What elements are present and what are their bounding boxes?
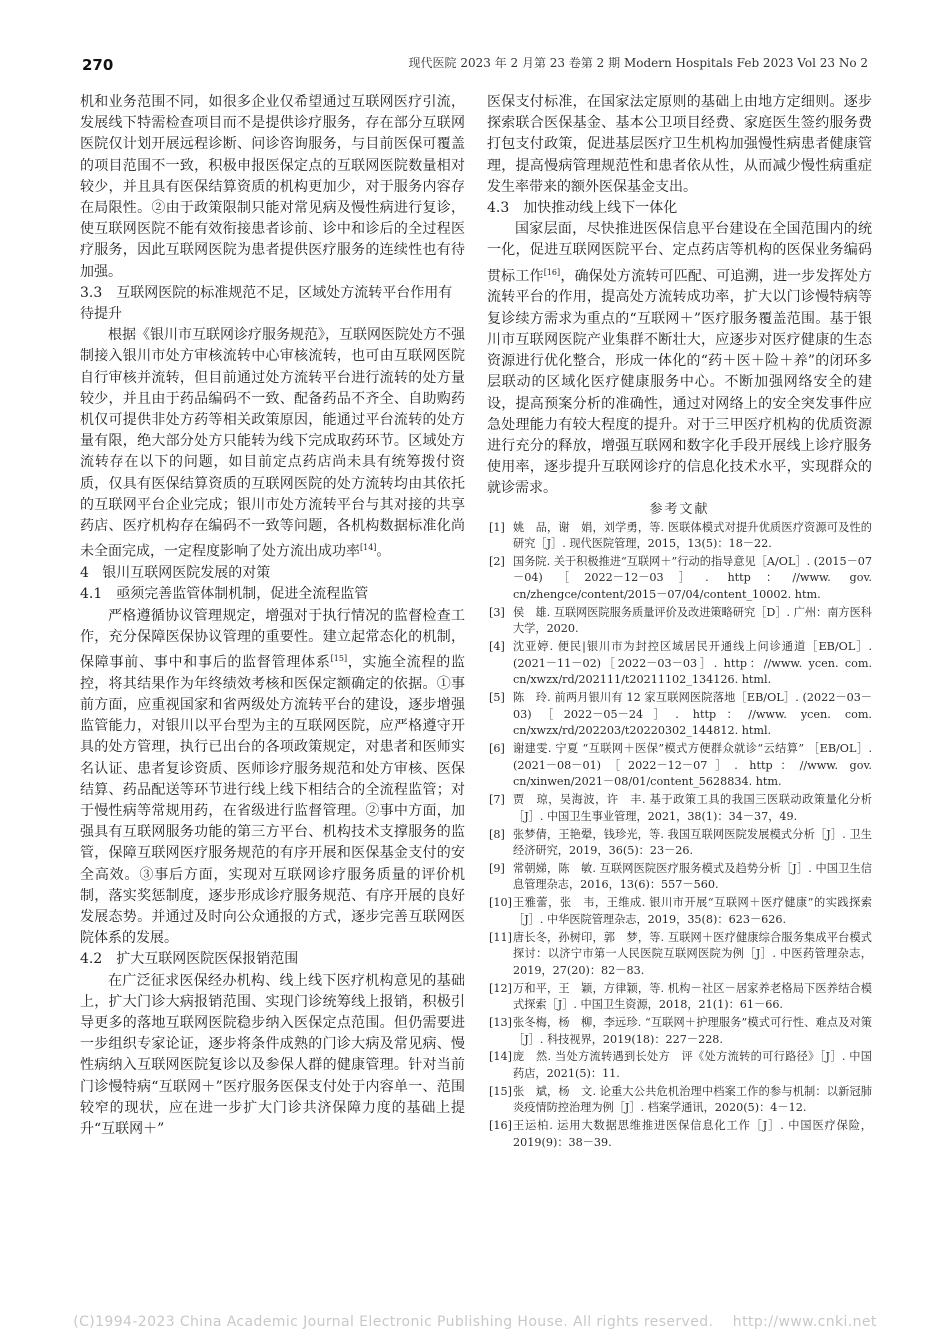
section-heading-4-3 (487, 198, 872, 219)
paragraph-text: 。 (376, 543, 391, 560)
paragraph: 在广泛征求医保经办机构、线上线下医疗机构意见的基础上，扩大门诊大病报销范围、实现门诊统筹线上报销，积极引导更多的落地互联网医院稳步纳入医保定点范围。但仍需要进一步组织专家论证，逐步将条件成熟的门诊大病及常见病、慢性病纳入互联网医院复诊以及参保人群的健康管理。针对当前门诊慢特病“互联网＋”医疗服务医保支付处于内容单一、范围较窄的现状，应在进一步扩大门诊共济保障力度的基础上提升“互联网＋” (80, 972, 465, 1138)
reference-item (487, 520, 872, 553)
reference-text: 庞 然. 当处方流转遇到长处方 评《处方流转的可行路径》［J］. 中国药店，2021(5)：11. (513, 1050, 872, 1080)
paragraph-text: 根据《银川市互联网诊疗服务规范》，互联网医院处方不强制接入银川市处方审核流转中心审核流转，也可由互联网医院自行审核并流转，但目前通过处方流转平台进行流转的处方量较少，并且由于药品编码不一致、配备药品不齐全、自助购药机仅可提供非处方药等相关政策原因，能通过平台流转的处方量有限，绝大部分处方只能转为线下完成取药环节。区域处方流转存在以下的问题，如目前定点药店尚未具有统筹拨付资质，仅具有医保结算资质的互联网医院的处方流转均由其依托的互联网平台企业完成；银川市处方流转平台与其对接的共享药店、医疗机构存在编码不一致等问题，各机构数据标准化尚未全面完成，一定程度影响了处方流出成功率 (80, 327, 465, 560)
reference-text: 沈亚婷. 便民|银川市为封控区域居民开通线上问诊通道［EB/OL］. (2021－11－02)［2022－03－03］. http：//www. ycen. com. cn/xwzx/rd/202111/t20211102_134126. html. (513, 640, 872, 687)
reference-text: 张 斌，杨 文. 论重大公共危机治理中档案工作的参与机制：以新冠肺炎疫情防控治理为例［J］. 档案学通讯，2020(5)：4－12. (513, 1084, 872, 1115)
paragraph-text: 严格遵循协议管理规定，增强对于执行情况的监督检查工作，充分保障医保协议管理的重要性。建立起常态化的机制，保障事前、事中和事后的监督管理体系 (80, 607, 465, 671)
reference-list (487, 520, 872, 1152)
reference-text: 常朝娣，陈 敏. 互联网医院医疗服务模式及趋势分析［J］. 中国卫生信息管理杂志，2016，13(6)：557－560. (513, 861, 872, 892)
page-header (0, 0, 950, 80)
section-number: 4.2 (80, 951, 103, 968)
reference-text: 侯 雄. 互联网医院服务质量评价及改进策略研究［D］. 广州：南方医科大学，2020. (513, 605, 872, 636)
citation: [16] (543, 267, 561, 277)
reference-text: 陈 玲. 前两月银川有 12 家互联网医院落地［EB/OL］. (2022－03－03)［2022－05－24］. http：//www. ycen. com. cn/xwzx/rd/202203/t20220302_144812. html. (513, 691, 872, 738)
section-title: 加快推动线上线下一体化 (523, 200, 678, 217)
reference-item (487, 930, 872, 980)
reference-item (487, 1084, 872, 1117)
paragraph (80, 325, 465, 563)
section-heading-4-2 (80, 949, 465, 970)
reference-item (487, 1118, 872, 1151)
reference-item (487, 792, 872, 825)
reference-text: 张梦倩，王艳翚，钱珍光，等. 我国互联网医院发展模式分析［J］. 卫生经济研究，2019，36(5)：23－26. (513, 827, 872, 858)
paragraph: 机和业务范围不同，如很多企业仅希望通过互联网医疗引流，发展线下特需检查项目而不是提供诊疗服务，存在部分互联网医院仅计划开展远程诊断、问诊咨询服务，与目前医保可覆盖的项目范围不一致，积极申报医保定点的互联网医院数量相对较少，并且具有医保结算资质的机构更加少，对于服务内容存在局限性。②由于政策限制只能对常见病及慢性病进行复诊，使互联网医院不能有效衔接患者诊前、诊中和诊后的全过程医疗服务，因此互联网医院为患者提供医疗服务的连续性也有待加强。 (80, 94, 465, 280)
reference-item (487, 861, 872, 894)
reference-number: [13] (489, 1015, 512, 1029)
paragraph (487, 219, 872, 499)
left-column (80, 92, 465, 1140)
paragraph: 医保支付标准，在国家法定原则的基础上由地方定细则。逐步探索联合医保基金、基本公卫项目经费、家庭医生签约服务费打包支付政策，促进基层医疗卫生机构加强慢性病患者健康管理，提高慢病管理规范性和患者依从性，从而减少慢性病重症发生率带来的额外医保基金支出。 (487, 94, 872, 195)
reference-number: [7] (489, 793, 505, 807)
section-heading-4: 4 银川互联网医院发展的对策 (80, 565, 271, 582)
reference-number: [15] (489, 1084, 512, 1098)
reference-number: [5] (489, 691, 505, 705)
reference-item (487, 639, 872, 689)
reference-number: [1] (489, 520, 505, 534)
reference-number: [6] (489, 742, 505, 756)
paragraph-text: ，实施全流程的监控，将其结果作为年终绩效考核和医保定额确定的依据。①事前方面，应重视国家和省两级处方流转平台的建设，逐步增强监管能力，对银川以平台型为主的互联网医院，应严格遵守开具的处方管理，执行已出台的各项政策规定，对患者和医师实名认证、患者复诊资质、医师诊疗服务规范和处方审核、医保结算、药品配送等环节进行线上线下相结合的全流程监管；对于慢性病等常规用药，在省级进行监督管理。②事中方面，加强具有互联网服务功能的第三方平台、机构技术支撑服务的监管，保障互联网医疗服务规范的有序开展和医保基金支付的安全高效。③事后方面，实现对互联网诊疗服务质量的评价机制，落实奖惩制度，逐步形成诊疗服务规范、有序开展的良好发展态势。并通过及时向公众通报的方式，逐步完善互联网医院体系的发展。 (80, 654, 466, 947)
reference-number: [4] (489, 640, 505, 654)
reference-item (487, 827, 872, 860)
running-head: 现代医院 2023 年 2 月第 23 卷第 2 期 Modern Hospitals Feb 2023 Vol 23 No 2 (408, 56, 868, 70)
citation: [15] (330, 653, 348, 663)
page-number: 270 (82, 56, 114, 74)
section-title: 扩大互联网医院医保报销范围 (116, 951, 299, 968)
reference-text: 王雅蕾，张 韦，王维成. 银川市开展“互联网＋医疗健康”的实践探索［J］. 中华医院管理杂志，2019，35(8)：623－626. (513, 896, 872, 926)
reference-number: [8] (489, 827, 505, 841)
reference-item (487, 1015, 872, 1048)
reference-text: 王运柏. 运用大数据思维推进医保信息化工作［J］. 中国医疗保险，2019(9)：38－39. (513, 1119, 872, 1149)
reference-number: [14] (489, 1050, 512, 1064)
reference-text: 姚 品，谢 娟，刘学勇，等. 医联体模式对提升优质医疗资源可及性的研究［J］. 现代医院管理，2015，13(5)：18－22. (513, 520, 872, 551)
reference-item (487, 1049, 872, 1082)
reference-number: [11] (489, 930, 512, 944)
copyright-footer: (C)1994-2023 China Academic Journal Electronic Publishing House. All rights reserved. http://www.cnki.net (73, 1314, 877, 1330)
section-number: 3.3 (80, 284, 103, 301)
reference-text: 唐长冬，孙树印，郭 梦，等. 互联网＋医疗健康综合服务集成平台模式探讨：以济宁市第一人民医院互联网医院为例［J］. 中医药管理杂志，2019，27(20)：82－83. (513, 930, 872, 977)
reference-item (487, 895, 872, 928)
reference-number: [3] (489, 605, 505, 619)
reference-item (487, 554, 872, 604)
right-column (487, 92, 872, 1152)
section-heading-4-1 (80, 584, 465, 605)
reference-number: [9] (489, 861, 505, 875)
reference-item (487, 690, 872, 740)
reference-number: [12] (489, 981, 512, 995)
section-number: 4.1 (80, 586, 103, 603)
reference-item (487, 605, 872, 638)
paragraph (80, 606, 465, 950)
references-title: 参考文献 (649, 501, 710, 517)
reference-item (487, 741, 872, 791)
citation: [14] (360, 543, 377, 553)
reference-number: [2] (489, 554, 505, 568)
section-heading-3-3 (80, 283, 465, 325)
reference-text: 国务院. 关于积极推进“互联网＋”行动的指导意见［A/OL］. (2015－07－04)［2022－12－03］. http：//www. gov. cn/zhengce/content/2015－07/04/content_10002. htm. (513, 554, 872, 602)
reference-number: [16] (489, 1119, 512, 1133)
section-title: 互联网医院的标准规范不足，区域处方流转平台作用有待提升 (80, 284, 453, 323)
reference-text: 谢建雯. 宁夏 “互联网＋医保”模式方便群众就诊“云结算” ［EB/OL］. (2021－08－01)［2022－12－07］. http：//www. gov. cn/xinwen/2021－08/01/content_5628834. htm. (513, 742, 872, 789)
reference-item (487, 981, 872, 1014)
paragraph-text: 国家层面，尽快推进医保信息平台建设在全国范围内的统一化，促进互联网医院平台、定点药店等机构的医保业务编码贯标工作 (487, 221, 872, 285)
reference-text: 张冬梅，杨 柳，李远珍. “互联网＋护理服务”模式可行性、难点及对策［J］. 科技视界，2019(18)：227－228. (513, 1015, 872, 1046)
reference-text: 贾 琼，吴海波，许 丰. 基于政策工具的我国三医联动政策量化分析［J］. 中国卫生事业管理，2021，38(1)：34－37，49. (513, 793, 872, 823)
reference-text: 万和平，王 颖，方律颖，等. 机构－社区－居家养老格局下医养结合模式探索［J］. 中国卫生资源，2018，21(1)：61－66. (513, 981, 872, 1012)
reference-number: [10] (489, 896, 512, 910)
section-number: 4.3 (487, 200, 510, 217)
section-title: 亟须完善监管体制机制，促进全流程监管 (116, 586, 369, 603)
paragraph-text: ，确保处方流转可匹配、可追溯，进一步发挥处方流转平台的作用，提高处方流转成功率，扩大以门诊慢特病等复诊续方需求为重点的“互联网＋”医疗服务覆盖范围。基于银川市互联网医院产业集群不断壮大，应逐步对医疗健康的生态资源进行优化整合，形成一体化的“药＋医＋险＋养”的闭环多层联动的区域化医疗健康服务中心。不断加强网络安全的建设，提高预案分析的准确性，通过对网络上的安全突发事件应急处理能力有较大程度的提升。对于三甲医疗机构的优质资源进行充分的释放，增强互联网和数字化手段开展线上诊疗服务使用率，逐步提升互联网诊疗的信息化技术水平，实现群众的就诊需求。 (487, 268, 873, 497)
